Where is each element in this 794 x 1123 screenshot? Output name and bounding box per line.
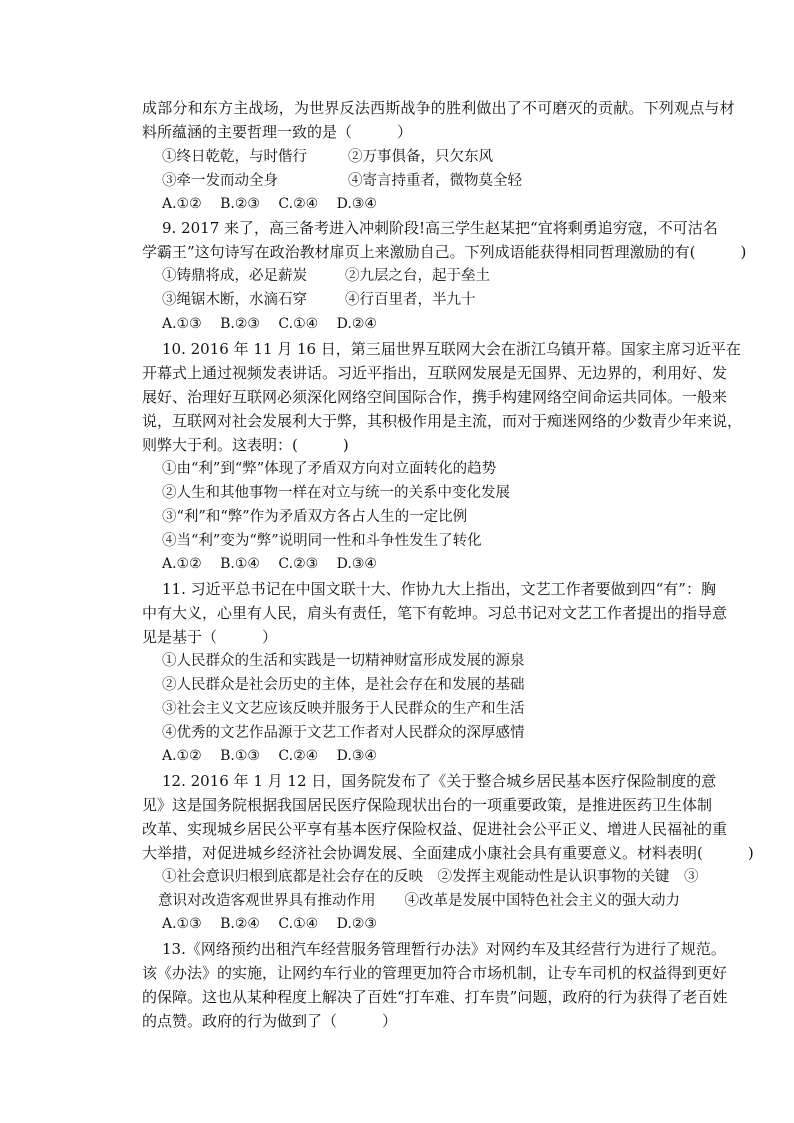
q8-answer-c: C.②④ — [278, 196, 319, 212]
q11-answer-c: C.②④ — [278, 748, 319, 764]
intro-line-2: 料所蕴涵的主要哲理一致的是（ ） — [142, 123, 413, 141]
q11-answers — [162, 746, 391, 766]
q9-option-2: ②九层之台，起于垒土 — [345, 268, 490, 284]
q13-line-3: 的保障。这也从某种程度上解决了百姓“打车难、打车贵”问题，政府的行为获得了老百姓 — [142, 988, 728, 1006]
q9-option-1: ①铸鼎将成，必足薪炭 — [162, 268, 307, 284]
q10-answer-b: B.①④ — [220, 556, 260, 572]
q8-answer-b: B.②③ — [220, 196, 260, 212]
q10-option-4: ④当“利”变为“弊”说明同一性和斗争性发生了转化 — [162, 533, 482, 549]
q13-line-1: 13.《网络预约出租汽车经营服务管理暂行办法》对网约车及其经营行为进行了规范。 — [162, 940, 726, 958]
q12-answers — [162, 914, 391, 934]
intro-line-1: 成部分和东方主战场，为世界反法西斯战争的胜利做出了不可磨灭的贡献。下列观点与材 — [142, 99, 735, 117]
q12-line-6: 意识对改造客观世界具有推动作用 ④改革是发展中国特色社会主义的强大动力 — [158, 893, 680, 909]
q12-answer-a: A.①③ — [162, 916, 202, 932]
q11-option-2: ②人民群众是社会历史的主体，是社会存在和发展的基础 — [162, 677, 525, 693]
q9-answer-a: A.①③ — [162, 316, 202, 332]
q8-answers — [162, 194, 391, 214]
q12-line-5: ①社会意识归根到底都是社会存在的反映 ②发挥主观能动性是认识事物的关键 ③ — [162, 869, 699, 885]
q11-option-1: ①人民群众的生活和实践是一切精神财富形成发展的源泉 — [162, 653, 525, 669]
q12-line-2: 见》这是国务院根据我国居民医疗保险现状出台的一项重要政策，是推进医药卫生体制 — [142, 796, 713, 814]
q10-line-1: 10. 2016 年 11 月 16 日，第三届世界互联网大会在浙江乌镇开幕。国家主席习近平在 — [162, 340, 741, 358]
q10-line-3: 展好、治理好互联网必须深化网络空间国际合作，携手构建网络空间命运共同体。一般来 — [142, 388, 728, 406]
q10-answer-c: C.②③ — [278, 556, 319, 572]
q8-option-2: ②万事俱备，只欠东风 — [348, 149, 493, 165]
q10-option-3: ③“利”和“弊”作为矛盾双方各占人生的一定比例 — [162, 509, 468, 525]
q10-line-4: 说，互联网对社会发展利大于弊，其积极作用是主流，而对于痴迷网络的少数青少年来说， — [142, 412, 743, 430]
q12-line-1: 12. 2016 年 1 月 12 日，国务院发布了《关于整合城乡居民基本医疗保险制度的意 — [162, 772, 717, 790]
q10-option-2: ②人生和其他事物一样在对立与统一的关系中变化发展 — [162, 485, 510, 501]
q10-line-5: 则弊大于利。这表明：( ) — [142, 436, 349, 454]
q10-line-2: 开幕式上通过视频发表讲话。习近平指出，互联网发展是无国界、无边界的，利用好、发 — [142, 364, 728, 382]
q10-answer-a: A.①② — [162, 556, 202, 572]
q11-line-2: 中有大义，心里有人民，肩头有责任，笔下有乾坤。习总书记对文艺工作者提出的指导意 — [142, 604, 728, 622]
q11-answer-b: B.①③ — [220, 748, 260, 764]
q9-option-3: ③绳锯木断，水滴石穿 — [162, 292, 307, 308]
q8-option-1: ①终日乾乾，与时偕行 — [162, 149, 307, 165]
q9-answer-b: B.②③ — [220, 316, 260, 332]
q12-answer-c: C.①④ — [278, 916, 319, 932]
q8-option-4: ④寄言持重者，微物莫全轻 — [348, 173, 522, 189]
q11-line-1: 11. 习近平总书记在中国文联十大、作协九大上指出，文艺工作者要做到四“有”：胸 — [162, 580, 716, 598]
q8-answer-d: D.③④ — [336, 196, 377, 212]
q11-option-4: ④优秀的文艺作品源于文艺工作者对人民群众的深厚感情 — [162, 725, 525, 741]
q12-answer-d: D.②③ — [336, 916, 377, 932]
q11-answer-a: A.①② — [162, 748, 202, 764]
q9-line-1: 9. 2017 来了，高三备考进入冲刺阶段!高三学生赵某把“宜将剩勇追穷寇，不可沽名 — [162, 219, 718, 237]
q9-answer-d: D.②④ — [336, 316, 377, 332]
q11-line-3: 见是基于（ ） — [142, 628, 278, 646]
q12-line-3: 改革、实现城乡居民公平享有基本医疗保险权益、促进社会公平正义、增进人民福祉的重 — [142, 820, 728, 838]
q9-option-4: ④行百里者，半九十 — [345, 292, 476, 308]
q9-answers — [162, 314, 391, 334]
q8-option-3: ③牵一发而动全身 — [162, 173, 278, 189]
q8-answer-a: A.①② — [162, 196, 202, 212]
q10-answer-d: D.③④ — [336, 556, 377, 572]
q9-answer-c: C.①④ — [278, 316, 319, 332]
q10-answers — [162, 554, 391, 574]
q13-line-2: 该《办法》的实施，让网约车行业的管理更加符合市场机制，让专车司机的权益得到更好 — [142, 964, 728, 982]
q13-line-4: 的点赞。政府的行为做到了（ ） — [142, 1012, 398, 1030]
q12-answer-b: B.②④ — [220, 916, 260, 932]
q10-option-1: ①由“利”到“弊”体现了矛盾双方向对立面转化的趋势 — [162, 461, 497, 477]
q12-line-4: 大举措，对促进城乡经济社会协调发展、全面建成小康社会具有重要意义。材料表明( ) — [142, 844, 754, 862]
q11-option-3: ③社会主义文艺应该反映并服务于人民群众的生产和生活 — [162, 701, 525, 717]
q11-answer-d: D.③④ — [336, 748, 377, 764]
q9-line-2: 学霸王”这句诗写在政治教材扉页上来激励自己。下列成语能获得相同哲理激励的有( ) — [142, 243, 747, 261]
